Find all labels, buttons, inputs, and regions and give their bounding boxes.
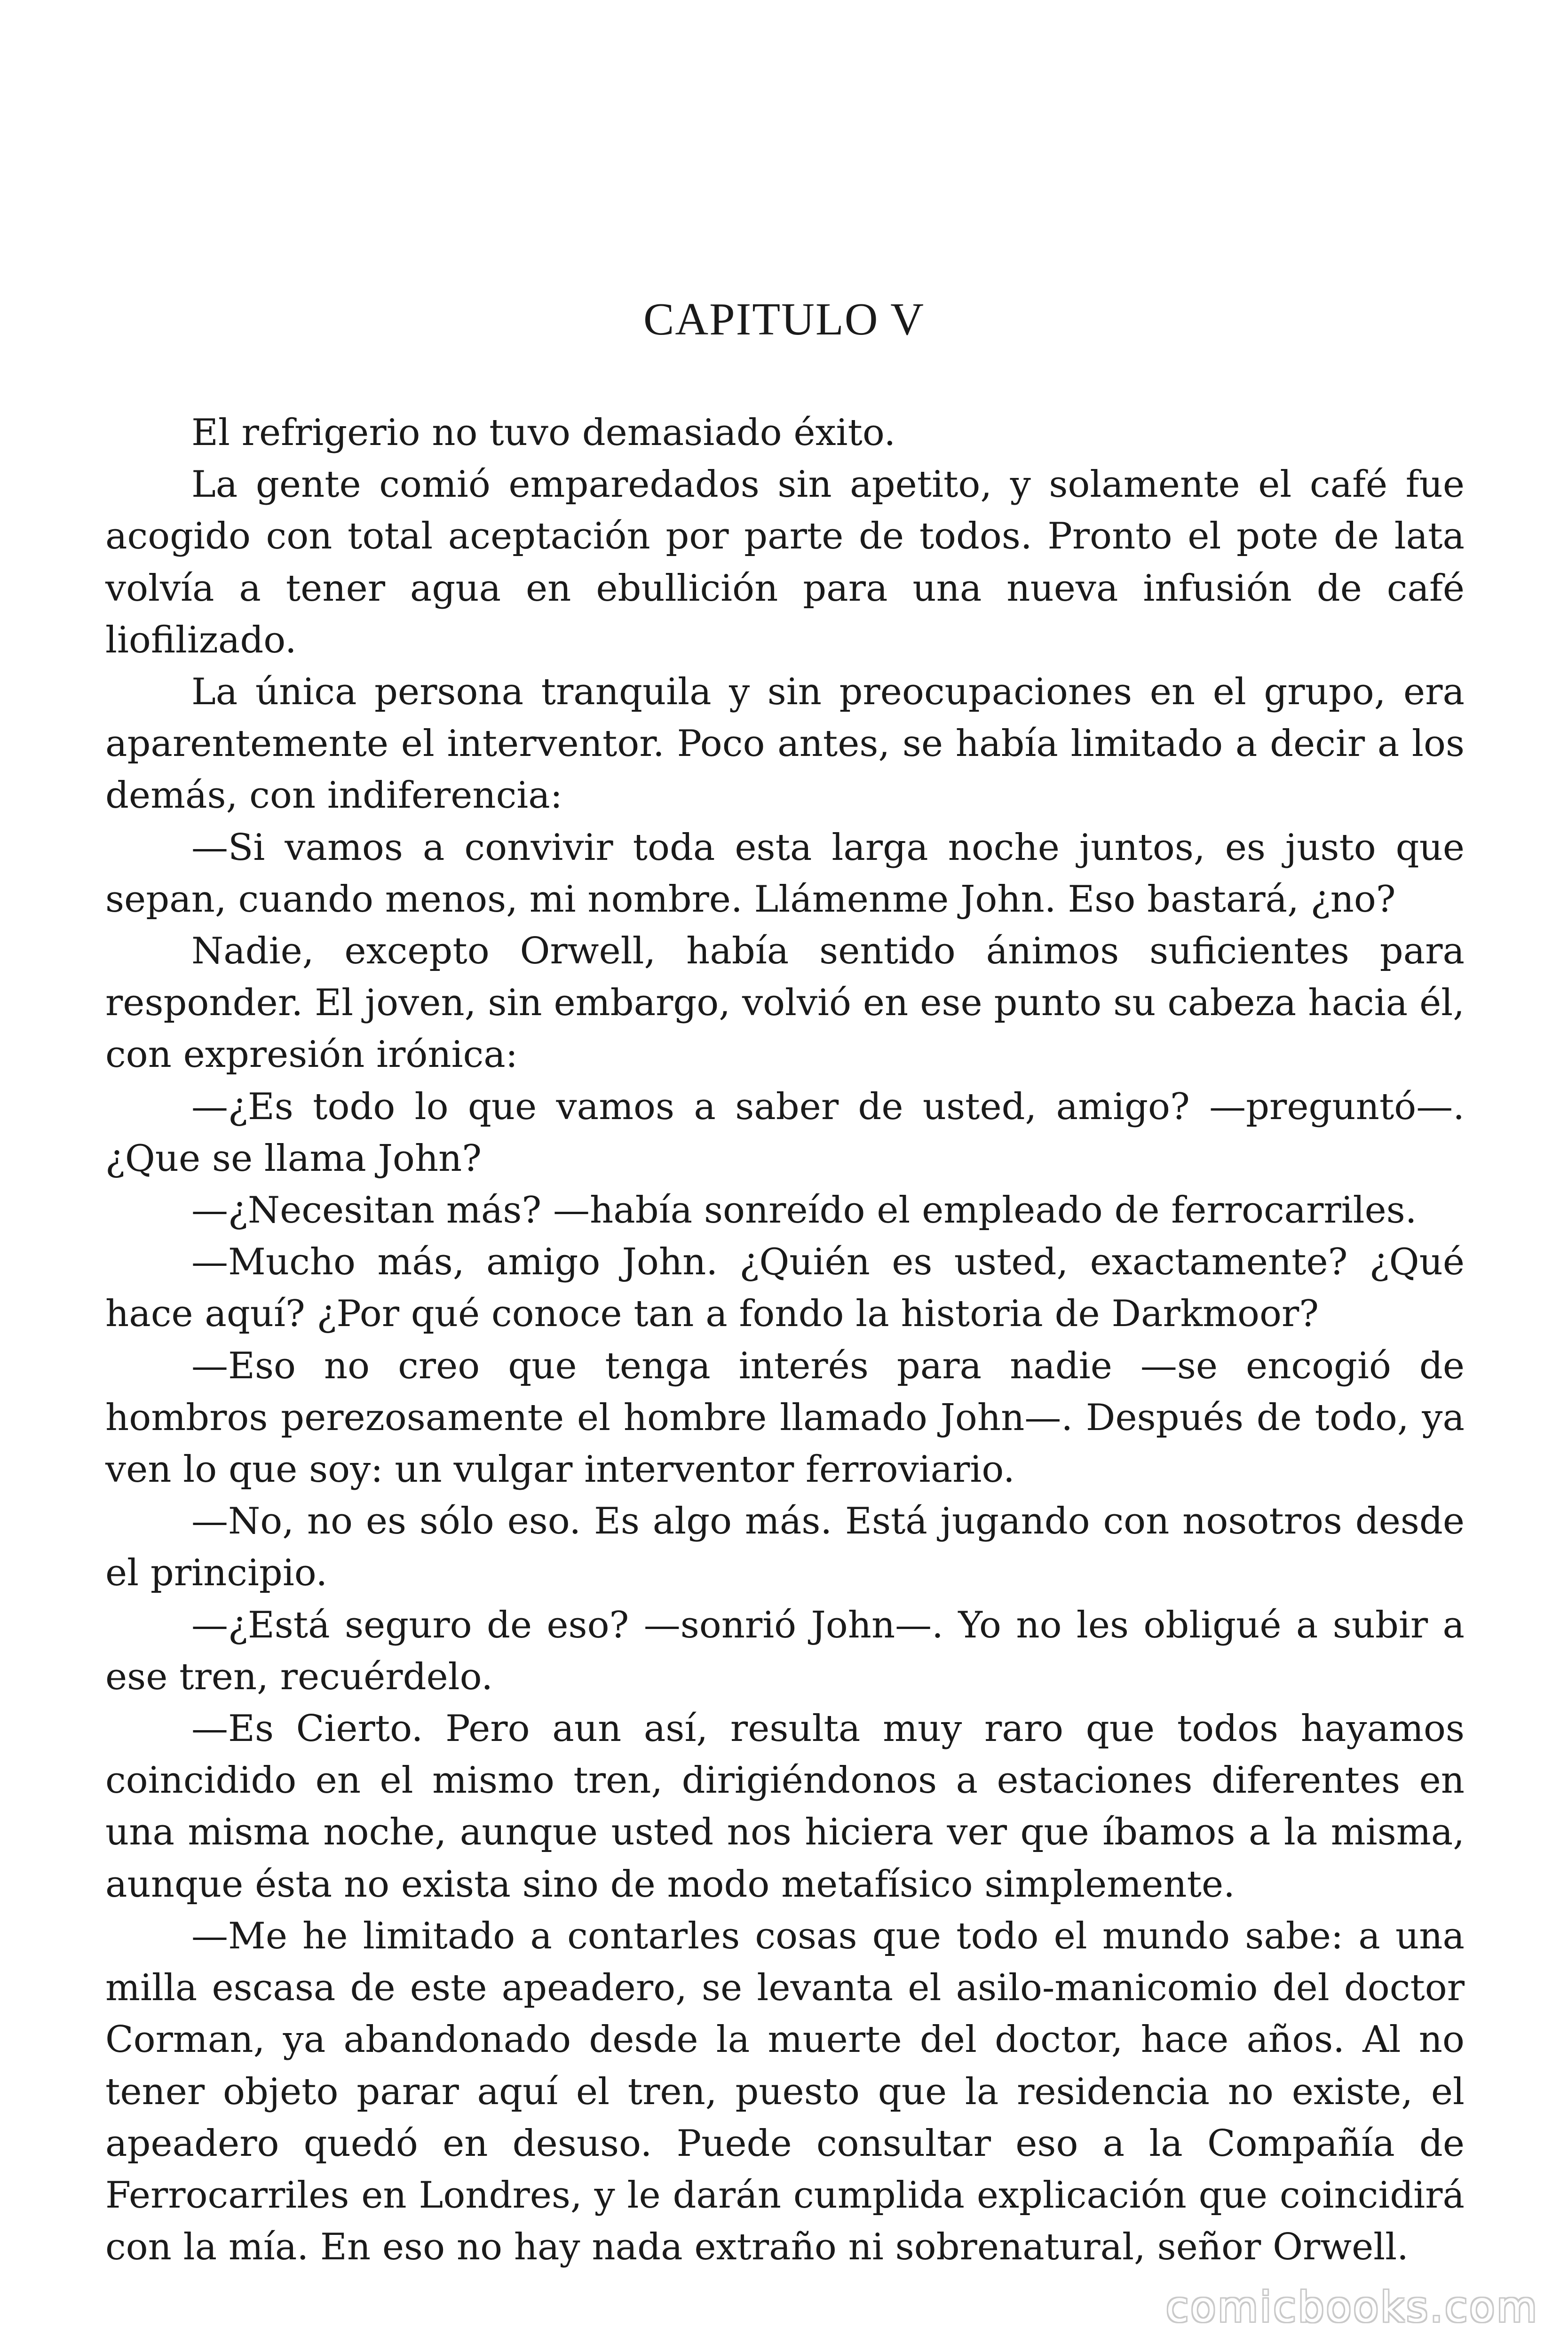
paragraph: La única persona tranquila y sin preocupaciones en el grupo, era aparentemente el interventor. Poco antes, se había limitado a decir a los demás, con indiferencia: bbox=[105, 671, 1465, 817]
paragraph: —¿Necesitan más? —había sonreído el empleado de ferrocarriles. bbox=[191, 1189, 1417, 1232]
paragraph: —No, no es sólo eso. Es algo más. Está jugando con nosotros desde el principio. bbox=[105, 1500, 1465, 1595]
watermark-logo: comicbooks.com bbox=[1165, 2283, 1539, 2331]
paragraph: —¿Está seguro de eso? —sonrió John—. Yo no les obligué a subir a ese tren, recuérdelo. bbox=[105, 1604, 1465, 1698]
paragraph: —Me he limitado a contarles cosas que todo el mundo sabe: a una milla escasa de este apeadero, se levanta el asilo-manicomio del doctor Corman, ya abandonado desde la muerte del doctor, hace años. Al no tener objeto parar aquí el tren, puesto que la residencia no existe, el apeadero quedó en desuso. Puede consultar eso a la Compañía de Ferrocarriles en Londres, y le darán cumplida explicación que coincidirá con la mía. En eso no hay nada extraño ni sobrenatural, señor Orwell. bbox=[105, 1915, 1465, 2269]
paragraph: —Es Cierto. Pero aun así, resulta muy raro que todos hayamos coincidido en el mismo tren, dirigiéndonos a estaciones diferentes en una misma noche, aunque usted nos hiciera ver que íbamos a la misma, aunque ésta no exista sino de modo metafísico simplemente. bbox=[105, 1708, 1465, 1906]
paragraph: Nadie, excepto Orwell, había sentido ánimos suficientes para responder. El joven, sin embargo, volvió en ese punto su cabeza hacia él, con expresión irónica: bbox=[105, 930, 1465, 1076]
chapter-body bbox=[105, 407, 1465, 2273]
paragraph: —Mucho más, amigo John. ¿Quién es usted, exactamente? ¿Qué hace aquí? ¿Por qué conoce tan a fondo la historia de Darkmoor? bbox=[105, 1241, 1465, 1335]
paragraph: —¿Es todo lo que vamos a saber de usted, amigo? —preguntó—. ¿Que se llama John? bbox=[105, 1085, 1465, 1180]
paragraph: —Eso no creo que tenga interés para nadie —se encogió de hombros perezosamente el hombre llamado John—. Después de todo, ya ven lo que soy: un vulgar interventor ferroviario. bbox=[105, 1344, 1465, 1491]
paragraph: La gente comió emparedados sin apetito, y solamente el café fue acogido con total aceptación por parte de todos. Pronto el pote de lata volvía a tener agua en ebullición para una nueva infusión de café liofilizado. bbox=[105, 463, 1465, 661]
paragraph: El refrigerio no tuvo demasiado éxito. bbox=[191, 412, 896, 454]
chapter-title: CAPITULO V bbox=[643, 294, 925, 345]
paragraph: —Si vamos a convivir toda esta larga noche juntos, es justo que sepan, cuando menos, mi nombre. Llámenme John. Eso bastará, ¿no? bbox=[105, 826, 1465, 921]
